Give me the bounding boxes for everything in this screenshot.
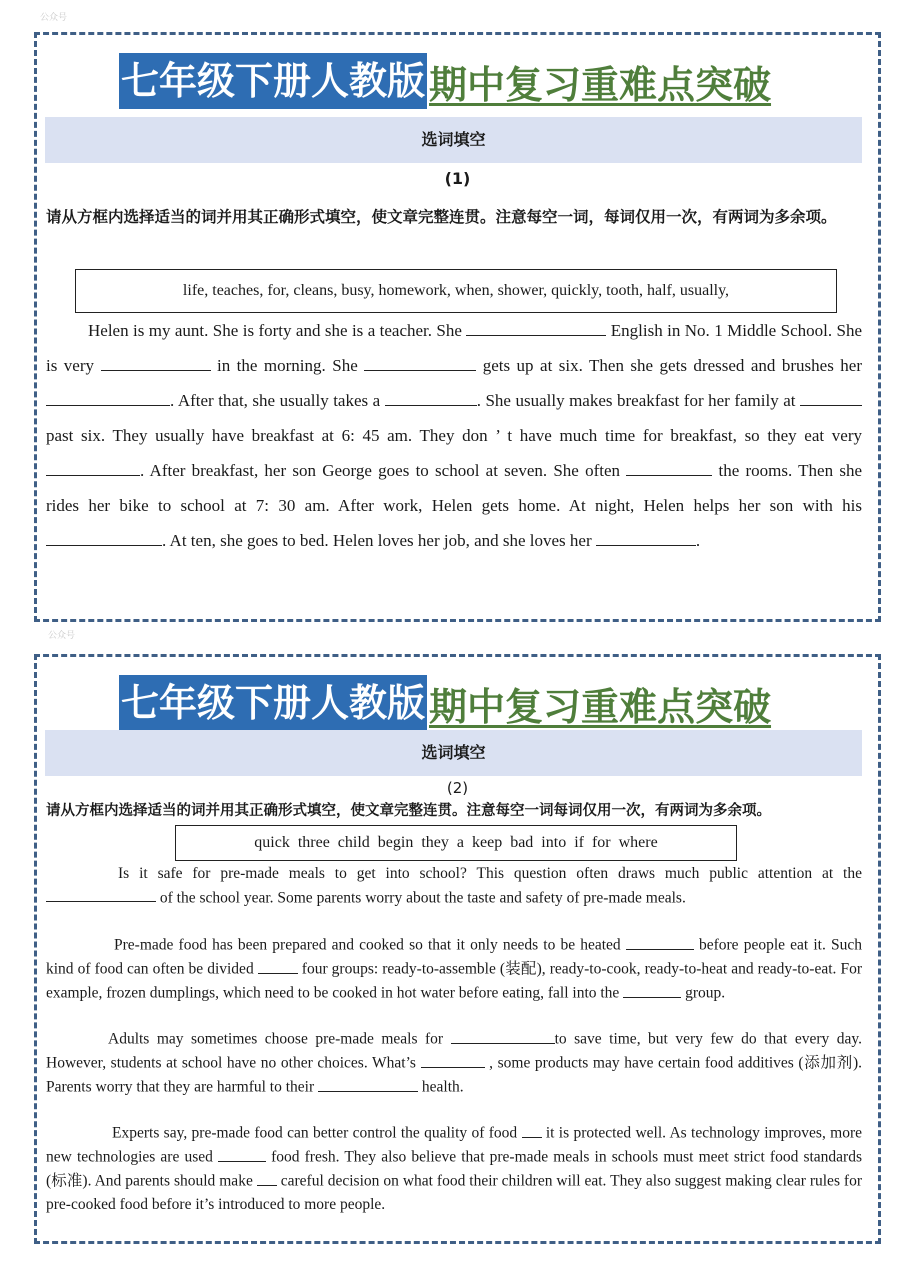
answer-blank[interactable] xyxy=(46,886,156,903)
answer-blank[interactable] xyxy=(626,933,694,950)
answer-blank[interactable] xyxy=(318,1075,418,1092)
answer-blank[interactable] xyxy=(364,353,476,371)
answer-blank[interactable] xyxy=(218,1145,266,1162)
exercise-card-2 xyxy=(34,654,881,1244)
answer-blank[interactable] xyxy=(596,528,696,546)
answer-blank[interactable] xyxy=(421,1051,485,1068)
exercise-number: (1) xyxy=(444,169,471,188)
answer-blank[interactable] xyxy=(451,1027,555,1044)
exercise-card-1 xyxy=(34,32,881,622)
title-green-part: 期中复习重难点突破 xyxy=(429,61,772,107)
watermark: 公众号 xyxy=(40,13,68,23)
title-green-part: 期中复习重难点突破 xyxy=(429,683,772,729)
answer-blank[interactable] xyxy=(626,458,712,476)
instruction-text: 请从方框内选择适当的词并用其正确形式填空，使文章完整连贯。注意每空一词，每词仅用一次，有两词为多余项。 xyxy=(46,208,837,226)
answer-blank[interactable] xyxy=(101,353,211,371)
section-heading: 选词填空 xyxy=(45,117,862,163)
exercise-number: (2) xyxy=(446,779,469,797)
answer-blank[interactable] xyxy=(258,957,298,974)
card-title xyxy=(119,675,771,731)
passage-paragraph: Adults may sometimes choose pre-made meals for to save time, but very few do that every day. However, students at school have no other choices. What’s , some products may have certain food additives (添加剂). Parents worry that they are harmful to their health. xyxy=(46,1027,862,1099)
instruction-text: 请从方框内选择适当的词并用其正确形式填空，使文章完整连贯。注意每空一词每词仅用一次，有两词为多余项。 xyxy=(46,803,771,819)
word-bank-box: quick three child begin they a keep bad into if for where xyxy=(175,825,737,861)
title-blue-part: 七年级下册人教版 xyxy=(119,53,427,109)
answer-blank[interactable] xyxy=(46,458,140,476)
answer-blank[interactable] xyxy=(466,318,606,336)
passage-paragraph: Is it safe for pre-made meals to get into school? This question often draws much public attention at the of the school year. Some parents worry about the taste and safety of pre-made meals. xyxy=(46,862,862,910)
card-title xyxy=(119,53,771,109)
section-heading: 选词填空 xyxy=(45,730,862,776)
answer-blank[interactable] xyxy=(46,388,170,406)
passage-paragraph: Helen is my aunt. She is forty and she is a teacher. She English in No. 1 Middle School. She is very in the morning. She gets up at six. Then she gets dressed and brushes her . After that, she usually takes a . She usually makes breakfast for her family at past six. They usually have breakfast at 6: 45 am. They don ’ t have much time for breakfast, so they eat very . After breakfast, her son George goes to school at seven. She often the rooms. Then she rides her bike to school at 7: 30 am. After work, Helen gets home. At night, Helen helps her son with his . At ten, she goes to bed. Helen loves her job, and she loves her . xyxy=(46,313,862,558)
title-blue-part: 七年级下册人教版 xyxy=(119,675,427,731)
answer-blank[interactable] xyxy=(385,388,477,406)
answer-blank[interactable] xyxy=(46,528,162,546)
answer-blank[interactable] xyxy=(522,1121,542,1138)
passage-paragraph: Pre-made food has been prepared and cooked so that it only needs to be heated before people eat it. Such kind of food can often be divided four groups: ready-to-assemble (装配), ready-to-cook, ready-to-heat and ready-to-eat. For example, frozen dumplings, which need to be cooked in hot water before eating, fall into the group. xyxy=(46,933,862,1005)
answer-blank[interactable] xyxy=(800,388,862,406)
watermark: 公众号 xyxy=(48,631,76,641)
answer-blank[interactable] xyxy=(623,981,681,998)
passage-paragraph: Experts say, pre-made food can better control the quality of food it is protected well. As technology improves, more new technologies are used food fresh. They also believe that pre-made meals in schools must meet strict food standards (标准). And parents should make careful decision on what food their children will eat. They also suggest making clear rules for pre-cooked food before it’s introduced to more people. xyxy=(46,1121,862,1217)
word-bank-box: life, teaches, for, cleans, busy, homework, when, shower, quickly, tooth, half, usually, xyxy=(75,269,837,313)
answer-blank[interactable] xyxy=(257,1169,277,1186)
